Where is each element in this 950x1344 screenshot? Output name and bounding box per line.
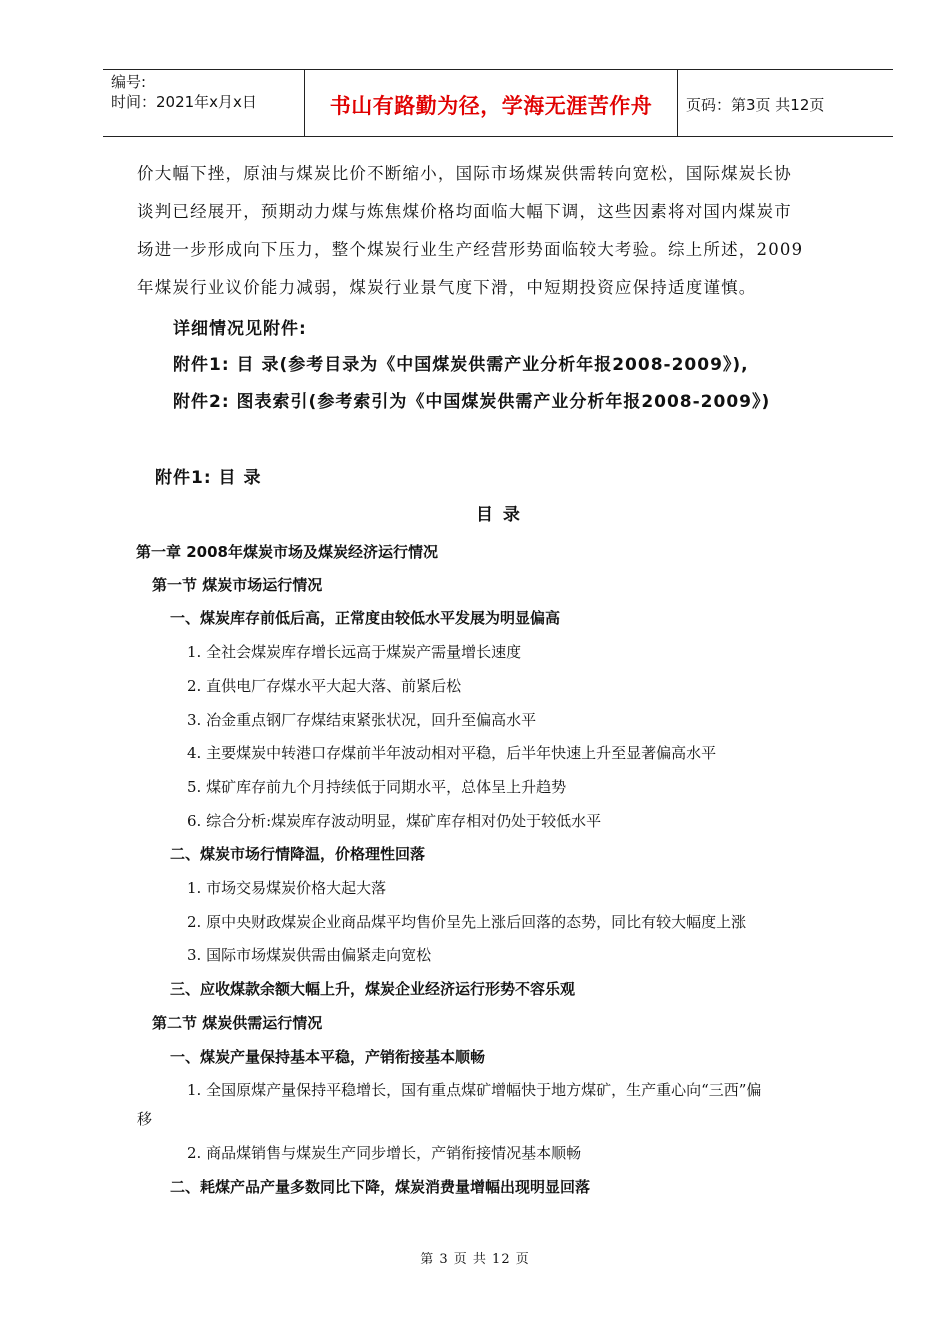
toc-item: 6. 综合分析:煤炭库存波动明显，煤矿库存相对仍处于较低水平: [187, 812, 602, 830]
toc-section: 第二节 煤炭供需运行情况: [152, 1014, 323, 1032]
paragraph-line: 年煤炭行业议价能力减弱，煤炭行业景气度下滑，中短期投资应保持适度谨慎。: [137, 278, 757, 297]
paragraph-line: 场进一步形成向下压力，整个煤炭行业生产经营形势面临较大考验。综上所述，2009: [137, 240, 804, 259]
toc-item: 3. 国际市场煤炭供需由偏紧走向宽松: [187, 946, 432, 964]
toc-item: 2. 商品煤销售与煤炭生产同步增长，产销衔接情况基本顺畅: [187, 1144, 582, 1162]
appendix-heading: 附件1: 目 录: [155, 468, 262, 488]
attachments-intro: 详细情况见附件:: [173, 319, 307, 339]
toc-item: 1. 全国原煤产量保持平稳增长，国有重点煤矿增幅快于地方煤矿，生产重心向“三西”偏: [187, 1081, 762, 1099]
toc-item: 5. 煤矿库存前九个月持续低于同期水平，总体呈上升趋势: [187, 778, 567, 796]
toc-item: 1. 全社会煤炭库存增长远高于煤炭产需量增长速度: [187, 643, 522, 661]
number-label: 编号:: [111, 73, 147, 91]
page-footer: 第 3 页 共 12 页: [420, 1252, 530, 1267]
toc-item: 3. 冶金重点钢厂存煤结束紧张状况，回升至偏高水平: [187, 711, 537, 729]
header-page-info: 页码：第3页 共12页: [686, 96, 825, 114]
time-label: 时间：2021年x月x日: [111, 93, 257, 111]
toc-title: 目 录: [476, 505, 522, 525]
toc-item: 4. 主要煤炭中转港口存煤前半年波动相对平稳，后半年快速上升至显著偏高水平: [187, 744, 717, 762]
toc-heading: 一、煤炭库存前低后高，正常度由较低水平发展为明显偏高: [170, 609, 561, 627]
header-meta: [111, 72, 257, 112]
header-table: [103, 69, 893, 137]
toc-heading: 二、煤炭市场行情降温，价格理性回落: [170, 845, 426, 863]
toc-item: 2. 原中央财政煤炭企业商品煤平均售价呈先上涨后回落的态势，同比有较大幅度上涨: [187, 913, 747, 931]
toc-section: 第一节 煤炭市场运行情况: [152, 576, 323, 594]
attachment-item: 附件1: 目 录(参考目录为《中国煤炭供需产业分析年报2008-2009》),: [173, 355, 749, 375]
paragraph-line: 价大幅下挫，原油与煤炭比价不断缩小，国际市场煤炭供需转向宽松，国际煤炭长协: [137, 164, 792, 183]
toc-heading: 二、耗煤产品产量多数同比下降，煤炭消费量增幅出现明显回落: [170, 1178, 591, 1196]
toc-item: 1. 市场交易煤炭价格大起大落: [187, 879, 387, 897]
toc-heading: 三、应收煤款余额大幅上升，煤炭企业经济运行形势不容乐观: [170, 980, 576, 998]
toc-heading: 一、煤炭产量保持基本平稳，产销衔接基本顺畅: [170, 1048, 486, 1066]
header-divider: [677, 70, 678, 136]
toc-item-continuation: 移: [137, 1110, 153, 1128]
header-motto: 书山有路勤为径，学海无涯苦作舟: [329, 94, 653, 118]
toc-item: 2. 直供电厂存煤水平大起大落、前紧后松: [187, 677, 462, 695]
attachment-item: 附件2: 图表索引(参考索引为《中国煤炭供需产业分析年报2008-2009》): [173, 392, 771, 412]
paragraph-line: 谈判已经展开，预期动力煤与炼焦煤价格均面临大幅下调，这些因素将对国内煤炭市: [137, 202, 792, 221]
toc-chapter: 第一章 2008年煤炭市场及煤炭经济运行情况: [136, 543, 438, 561]
